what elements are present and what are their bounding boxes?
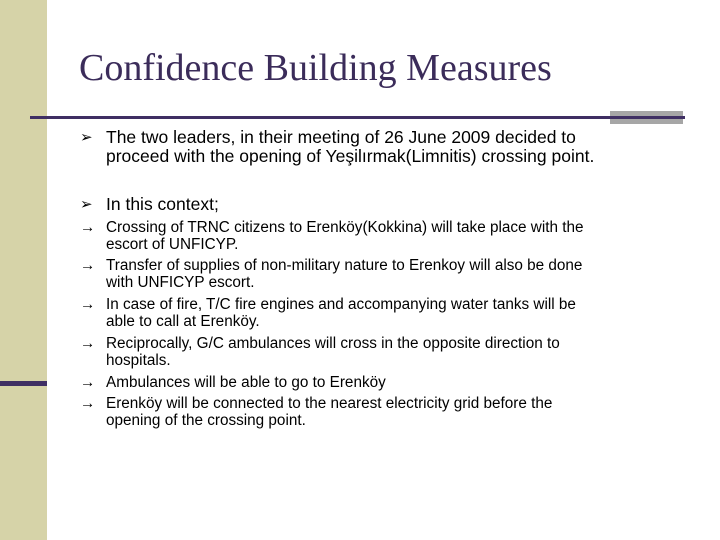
sub-bullet-text — [106, 220, 584, 253]
sub-bullet-line: escort of UNFICYP. — [106, 235, 239, 253]
arrow-bullet-icon: → — [80, 374, 96, 391]
arrowhead-bullet-icon: ➢ — [80, 196, 93, 213]
arrow-bullet-icon: → — [80, 257, 96, 274]
arrow-bullet-icon: → — [80, 335, 96, 352]
sub-bullet-line: Reciprocally, G/C ambulances will cross in the opposite direction to — [106, 335, 560, 352]
arrowhead-bullet-icon: ➢ — [80, 129, 93, 146]
sub-bullet-text — [106, 375, 386, 392]
sub-bullet-line: In case of fire, T/C fire engines and accompanying water tanks will be — [106, 296, 576, 313]
side-band — [0, 0, 47, 540]
arrow-bullet-icon: → — [80, 296, 96, 313]
side-accent-bar — [0, 381, 47, 386]
sub-bullet-text — [106, 336, 560, 369]
slide-title: Confidence Building Measures — [79, 47, 552, 89]
arrow-bullet-icon: → — [80, 395, 96, 412]
sub-bullet-text — [106, 258, 582, 291]
sub-bullet-line: able to call at Erenköy. — [106, 312, 260, 330]
bullet-line: proceed with the opening of Yeşilırmak(Limnitis) crossing point. — [106, 146, 595, 166]
bullet-text — [106, 128, 594, 166]
title-rule-grey-bottom — [610, 119, 683, 124]
title-rule — [30, 116, 685, 119]
sub-bullet-line: Crossing of TRNC citizens to Erenköy(Kokkina) will take place with the — [106, 219, 584, 236]
bullet-line: The two leaders, in their meeting of 26 June 2009 decided to — [106, 127, 576, 147]
sub-bullet-line: Ambulances will be able to go to Erenköy — [106, 374, 386, 391]
sub-bullet-line: opening of the crossing point. — [106, 411, 306, 429]
arrow-bullet-icon: → — [80, 219, 96, 236]
sub-bullet-line: Erenköy will be connected to the nearest electricity grid before the — [106, 395, 553, 412]
sub-bullet-line: with UNFICYP escort. — [106, 273, 255, 291]
bullet-line: In this context; — [106, 194, 219, 214]
bullet-text — [106, 195, 219, 214]
sub-bullet-text — [106, 297, 576, 330]
sub-bullet-text — [106, 396, 552, 429]
sub-bullet-line: hospitals. — [106, 351, 171, 369]
sub-bullet-line: Transfer of supplies of non-military nature to Erenkoy will also be done — [106, 257, 583, 274]
